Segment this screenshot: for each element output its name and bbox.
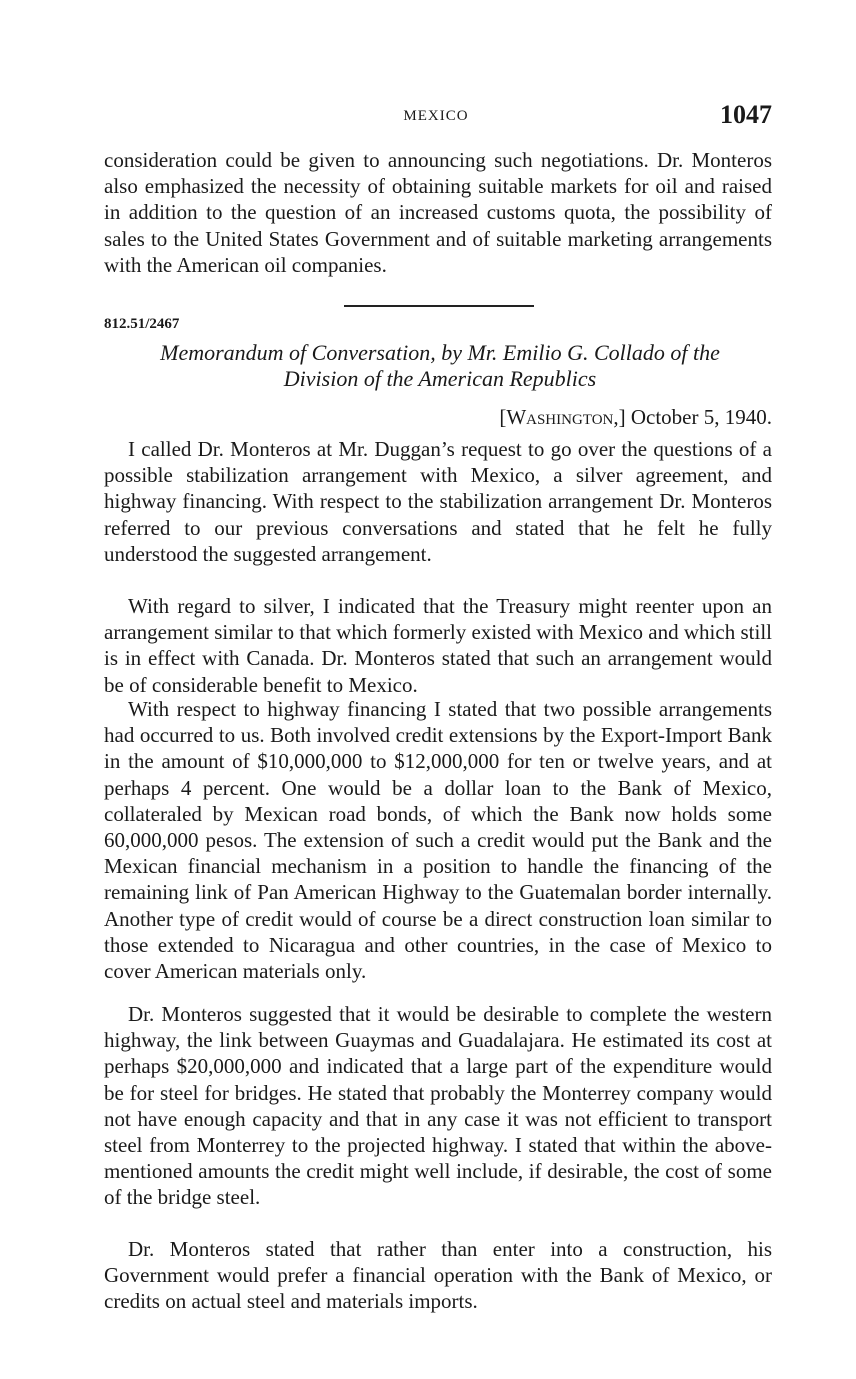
running-head: MEXICO <box>403 108 469 124</box>
section-divider <box>344 305 534 307</box>
paragraph-2: With regard to silver, I indicated that the Treasury might reenter upon an arrangement similar to that which formerly existed with Mexico and which still is in effect with Canada. Dr. Monteros stated that such an arrangement would be of considerable benefit to Mexico. <box>104 594 772 697</box>
paragraph-5: Dr. Monteros stated that rather than enter into a construction, his Government would prefer a financial operation with the Bank of Mexico, or credits on actual steel and materials imports. <box>104 1237 772 1314</box>
file-number: 812.51/2467 <box>104 316 180 332</box>
dateline-date: October 5, 1940. <box>630 405 772 429</box>
continuation-paragraph: consideration could be given to announcing such negotiations. Dr. Monteros also emphasized the necessity of obtaining suitable markets for oil and raised in addition to the question of an increased customs quota, the possibility of sales to the United States Government and of suitable marketing arrangements with the American oil companies. <box>104 148 772 277</box>
dateline-place: Washington, <box>506 405 619 429</box>
title-line-2: Division of the American Republics <box>283 366 597 391</box>
paragraph-3: With respect to highway financing I stated that two possible arrangements had occurred to us. Both involved credit extensions by the Export-Import Bank in the amount of $10,000,000 to $12,000,000 for ten or twelve years, and at perhaps 4 percent. One would be a dollar loan to the Bank of Mexico, collateraled by Mexican road bonds, of which the Bank now holds some 60,000,000 pesos. The extension of such a credit would put the Bank and the Mexican financial mechanism in a position to handle the financing of the remaining link of Pan American Highway to the Guatemalan border internally. Another type of credit would of course be a direct construction loan similar to those extended to Nicaragua and other countries, in the case of Mexico to cover American materials only. <box>104 697 772 984</box>
title-line-1: Memorandum of Conversation, by Mr. Emilio G. Collado of the <box>160 340 720 365</box>
paragraph-1: I called Dr. Monteros at Mr. Duggan’s request to go over the questions of a possible stabilization arrangement with Mexico, a silver agreement, and highway financing. With respect to the stabilization arrangement Dr. Monteros referred to our previous conversations and stated that he felt he fully understood the suggested arrangement. <box>104 437 772 566</box>
document-title <box>100 340 780 392</box>
page-number: 1047 <box>720 100 772 129</box>
page-header <box>100 100 772 136</box>
paragraph-4: Dr. Monteros suggested that it would be desirable to complete the western highway, the link between Guaymas and Guadalajara. He estimated its cost at perhaps $20,000,000 and indicated that a large part of the expenditure would be for steel for bridges. He stated that probably the Monterrey company would not have enough capacity and that in any case it was not efficient to transport steel from Monterrey to the projected highway. I stated that within the above-mentioned amounts the credit might well include, if desirable, the cost of some of the bridge steel. <box>104 1002 772 1210</box>
dateline: [Washington,] October 5, 1940. <box>499 405 772 429</box>
